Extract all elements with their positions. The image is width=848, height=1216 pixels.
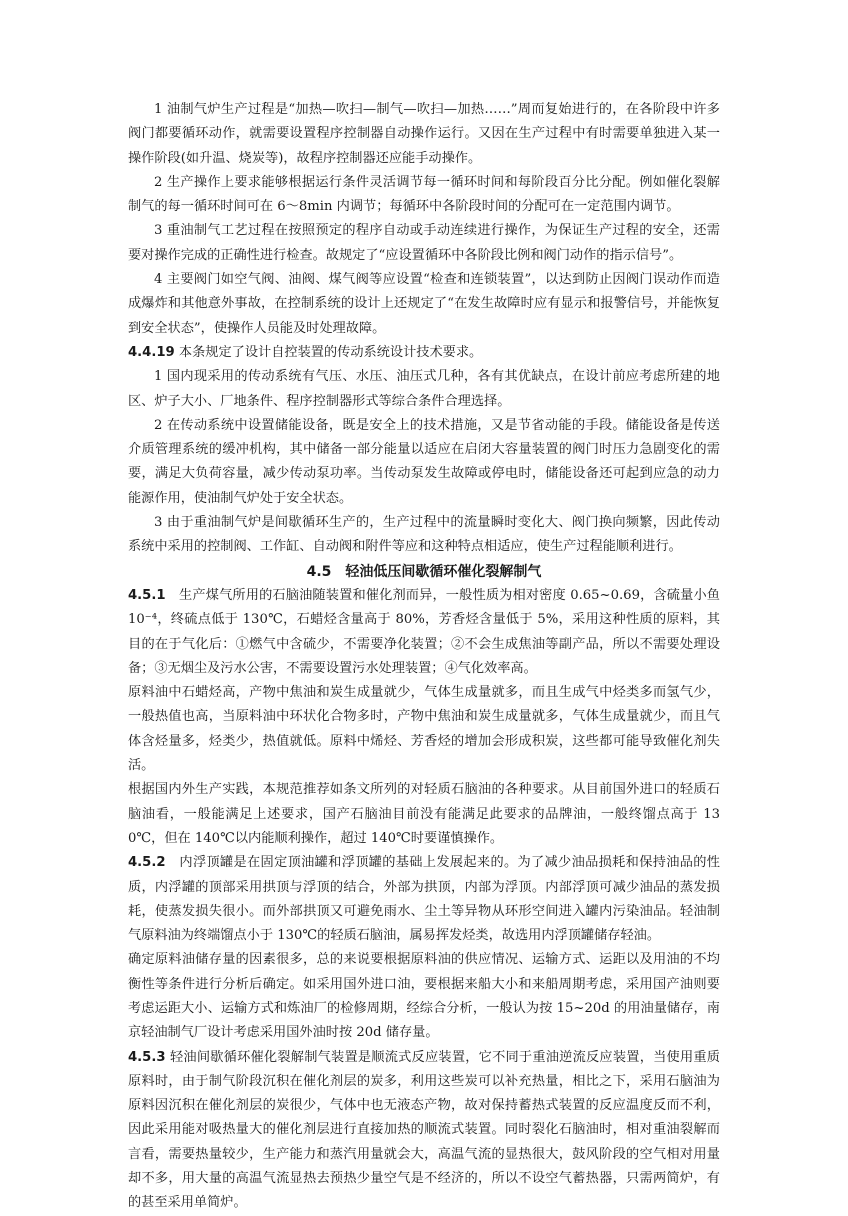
paragraph-text: 生产煤气所用的石脑油随装置和催化剂而异，一般性质为相对密度 0.65~0.69，含硫量小鱼 10⁻⁴，终硫点低于 130℃，石蜡烃含量高于 80%，芳香烃含量低于 5%，采用这种性质的原料，其目的在于气化后：①燃气中含硫少，不需要净化装置；②不会生成焦油等副产品，所以不需要处理设备；③无烟尘及污水公害，不需要设置污水处理装置；④气化效率高。	[128, 587, 720, 676]
document-page	[128, 98, 720, 1216]
paragraph-text: 3 重油制气工艺过程在按照预定的程序自动或手动连续进行操作，为保证生产过程的安全，还需要对操作完成的正确性进行检查。故规定了“应设置循环中各阶段比例和阀门动作的指示信号”。	[128, 223, 720, 263]
paragraph-text: 轻油间歇循环催化裂解制气装置是顺流式反应装置，它不同于重油逆流反应装置，当使用重质原料时，由于制气阶段沉积在催化剂层的炭多，利用这些炭可以补充热量，相比之下，采用石脑油为原料因沉积在催化剂层的炭很少，气体中也无液态产物，故对保持蓄热式装置的反应温度反而不利，因此采用能对吸热量大的催化剂层进行直接加热的顺流式装置。同时裂化石脑油时，相对重油裂解而言看，需要热量较少，生产能力和蒸汽用量就会大，高温气流的显热很大，鼓风阶段的空气相对用量却不多，用大量的高温气流显热去预热少量空气是不经济的，所以不设空气蓄热器，只需两简炉，有的甚至采用单简炉。	[128, 1049, 720, 1211]
paragraph-text: 本条规定了设计自控装置的传动系统设计技术要求。	[174, 344, 483, 360]
paragraph-4-4-18-item-1	[128, 98, 720, 171]
paragraph-text: 根据国内外生产实践，本规范推荐如条文所列的对轻质石脑油的各种要求。从目前国外进口的轻质石脑油看，一般能满足上述要求，国产石脑油目前没有能满足此要求的品牌油，一般终馏点高于 130℃，但在 140℃以内能顺利操作，超过 140℃时要谨慎操作。	[128, 782, 720, 846]
clause-4-4-19	[128, 341, 720, 365]
paragraph-4-4-18-item-3	[128, 219, 720, 268]
clause-number: 4.5.3	[128, 1049, 166, 1065]
paragraph-text: 3 由于重油制气炉是间歇循环生产的，生产过程中的流量瞬时变化大、阀门换向频繁，因此传动系统中采用的控制阀、工作缸、自动阀和附件等应和这种特点相适应，使生产过程能顺利进行。	[128, 515, 720, 555]
clause-4-5-3	[128, 1046, 720, 1216]
paragraph-4-5-1-raw-material	[128, 681, 720, 778]
paragraph-text: 1 国内现采用的传动系统有气压、水压、油压式几种，各有其优缺点，在设计前应考虑所建的地区、炉子大小、厂地条件、程序控制器形式等综合条件合理选择。	[128, 369, 720, 409]
paragraph-4-4-19-item-2	[128, 414, 720, 511]
paragraph-text: 原料油中石蜡烃高，产物中焦油和炭生成量就少，气体生成量就多，而且生成气中烃类多而氢气少，一般热值也高，当原料油中环状化合物多时，产物中焦油和炭生成量就多，气体生成量就少，而且气体含烃量多，烃类少，热值就低。原料中烯烃、芳香烃的增加会形成积炭，这些都可能导致催化剂失活。	[128, 685, 720, 774]
paragraph-4-4-18-item-2	[128, 171, 720, 220]
paragraph-4-4-19-item-3	[128, 511, 720, 560]
clause-number: 4.5.1	[128, 587, 166, 603]
clause-number: 4.4.19	[128, 344, 175, 360]
paragraph-4-5-1-practice	[128, 778, 720, 851]
paragraph-4-4-18-item-4	[128, 268, 720, 341]
paragraph-text: 内浮顶罐是在固定顶油罐和浮顶罐的基础上发展起来的。为了减少油品损耗和保持油品的性质，内浮罐的顶部采用拱顶与浮顶的结合，外部为拱顶，内部为浮顶。内部浮顶可减少油品的蒸发损耗，使蒸发损失很小。而外部拱顶又可避免雨水、尘土等异物从环形空间进入罐内污染油品。轻油制气原料油为终端馏点小于 130℃的轻质石脑油，属易挥发烃类，故选用内浮顶罐储存轻油。	[128, 855, 720, 944]
section-title: 4.5 轻油低压间歇循环催化裂解制气	[306, 563, 542, 580]
paragraph-text: 2 在传动系统中设置储能设备，既是安全上的技术措施，又是节省动能的手段。储能设备是传送介质管理系统的缓冲机构，其中储备一部分能量以适应在启闭大容量装置的阀门时压力急剧变化的需要，满足大负荷容量，减少传动泵功率。当传动泵发生故障或停电时，储能设备还可起到应急的动力能源作用，使油制气炉处于安全状态。	[128, 417, 720, 506]
section-heading-4-5	[128, 560, 720, 584]
paragraph-4-4-19-item-1	[128, 365, 720, 414]
clause-number: 4.5.2	[128, 855, 166, 871]
paragraph-text: 1 油制气炉生产过程是“加热—吹扫—制气—吹扫—加热……”周而复始进行的，在各阶段中许多阀门都要循环动作，就需要设置程序控制器自动操作运行。又因在生产过程中有时需要单独进入某一操作阶段(如升温、烧炭等)，故程序控制器还应能手动操作。	[128, 102, 720, 166]
paragraph-text: 确定原料油储存量的因素很多，总的来说要根据原料油的供应情况、运输方式、运距以及用油的不均衡性等条件进行分析后确定。如采用国外进口油，要根据来船大小和来船周期考虑，采用国产油则要考虑运距大小、运输方式和炼油厂的检修周期，经综合分析，一般认为按 15~20d 的用油量储存，南京轻油制气厂设计考虑采用国外油时按 20d 储存量。	[128, 952, 720, 1041]
paragraph-4-5-2-storage	[128, 948, 720, 1045]
paragraph-text: 2 生产操作上要求能够根据运行条件灵活调节每一循环时间和每阶段百分比分配。例如催化裂解制气的每一循环时间可在 6～8min 内调节；每循环中各阶段时间的分配可在一定范围内调节。	[128, 174, 720, 215]
clause-4-5-2	[128, 851, 720, 948]
clause-4-5-1	[128, 584, 720, 681]
paragraph-text: 4 主要阀门如空气阀、油阀、煤气阀等应设置“检查和连锁装置”，以达到防止因阀门误动作而造成爆炸和其他意外事故，在控制系统的设计上还规定了“在发生故障时应有显示和报警信号，并能恢复到安全状态”，使操作人员能及时处理故障。	[128, 272, 720, 336]
